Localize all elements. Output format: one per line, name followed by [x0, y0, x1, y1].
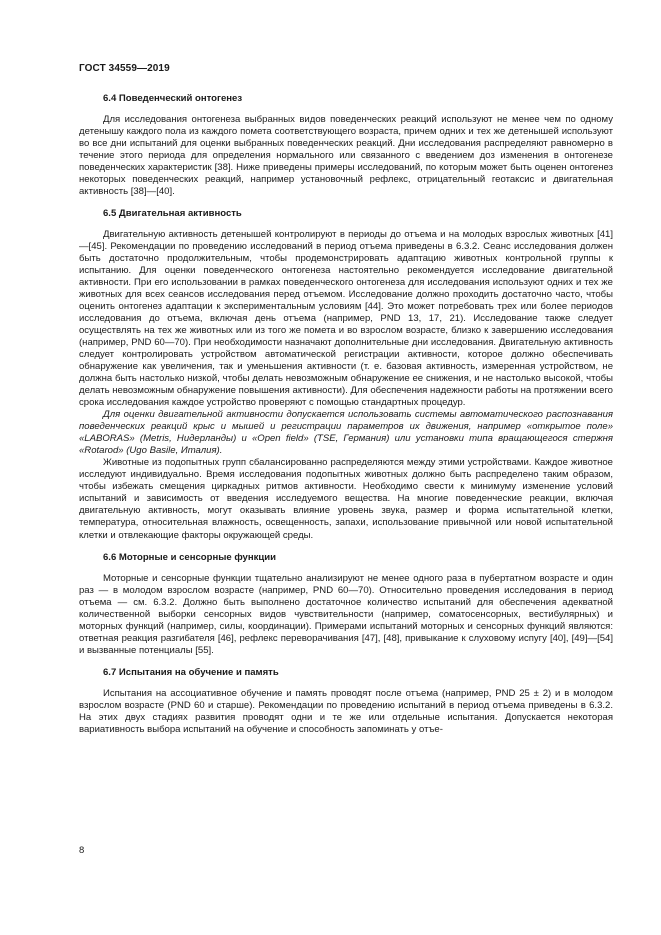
paragraph: Для исследования онтогенеза выбранных видов поведенческих реакций используют не менее чем по одному детенышу каждого пола из каждого помета соответствующего возраста, причем одних и тех же детенышей используют во все дни испытаний для оценки выбранных поведенческих реакций. Дни исследования распределяют равномерно в течение этого периода для определения нормального или связанного с введением доз изменения в онтогенезе поведенческих характеристик [38]. Ниже приведены примеры исследований, по которым может быть оценен онтогенез некоторых поведенческих реакций, например установочный рефлекс, отрицательный геотаксис и двигательная активность [38]—[40]. — [79, 114, 613, 198]
paragraph: Моторные и сенсорные функции тщательно анализируют не менее одного раза в пубертатном возрасте и один раз — в молодом взрослом возрасте (например, PND 60—70). Относительно проведения исследования в период отъема — см. 6.3.2. Должно быть выполнено достаточное количество испытаний для обеспечения адекватной количественной выборки сенсорных видов чувствительности (например, соматосенсорных, вестибулярных) и моторных функций (например, силы, координации). Примерами испытаний моторных и сенсорных функций являются: ответная реакция разгибателя [46], рефлекс переворачивания [47], [48], привыкание к слуховому испугу [40], [49]—[54] и вызванные потенциалы [55]. — [79, 572, 613, 656]
paragraph: Двигательную активность детенышей контролируют в периоды до отъема и на молодых взрослых животных [41]—[45]. Рекомендации по проведению исследований в период отъема приведены в 6.3.2. Сеанс исследования должен быть достаточно продолжительным, чтобы продемонстрировать адаптацию животных контрольной группы к испытанию. Для оценки поведенческого онтогенеза настоятельно рекомендуется исследование двигательной активности. При его использовании в рамках поведенческого онтогенеза для исследования используют одних и тех же животных для всех сеансов исследования перед отъемом. Исследование должно проходить достаточно часто, чтобы оценить онтогенез адаптации к экспериментальным условиям [44]. Это может потребовать трех или более периодов исследования до отъема, включая день отъема (например, PND 13, 17, 21). Исследование также следует осуществлять на тех же животных или из того же помета и во взрослом возрасте, близко к завершению исследования (например, PND 60—70). При необходимости назначают дополнительные дни исследования. Двигательную активность следует контролировать устройством автоматической регистрации активности, которое должно обеспечивать обнаружение как увеличения, так и уменьшения активности (т. е. базовая активность, измеренная устройством, не должна быть настолько низкой, чтобы делать невозможным обнаружение ее снижения, и не настолько высокой, чтобы делать невозможным обнаружение повышения активности). Для обеспечения надежности работы на протяжении всего срока исследования каждое устройство проверяют с помощью стандартных процедур. — [79, 229, 613, 409]
page-number: 8 — [79, 845, 85, 856]
section-title: 6.6 Моторные и сенсорные функции — [103, 551, 277, 563]
section-title: 6.5 Двигательная активность — [103, 208, 242, 220]
section-6-4 — [79, 93, 613, 198]
paragraph: Испытания на ассоциативное обучение и память проводят после отъема (например, PND 25 ± 2) и в молодом взрослом возрасте (PND 60 и старше). Рекомендации по проведению испытаний в период отъема приведены в 6.3.2. На этих двух стадиях развития проводят одни и те же или отдельные испытания. Допускается некоторая вариативность выбора испытаний на обучение и способность запоминать у отъе- — [79, 687, 613, 735]
section-6-7 — [79, 667, 613, 736]
paragraph: Животные из подопытных групп сбалансированно распределяются между этими устройствами. Каждое животное исследуют индивидуально. Время исследования подопытных животных должно быть распределено таким образом, чтобы избежать смещения циркадных ритмов активности. Необходимо свести к минимуму изменение условий испытаний и зависимость от введения исследуемого вещества. На многие поведенческие реакции, включая двигательную активность, могут оказывать влияние уровень звука, размер и форма испытательной клетки, температура, относительная влажность, освещенность, запахи, использование привычной или новой испытательной клетки и отвлекающие факторы окружающей среды. — [79, 457, 613, 541]
section-6-5 — [79, 208, 613, 541]
section-6-6 — [79, 552, 613, 657]
section-title: 6.7 Испытания на обучение и память — [103, 666, 279, 678]
standard-header: ГОСТ 34559—2019 — [79, 63, 170, 74]
document-body — [79, 93, 613, 746]
paragraph-italic-note: Для оценки двигательной активности допускается использовать системы автоматического распознавания поведенческих реакций крыс и мышей и регистрации параметров их движения, например «открытое поле» «LABORAS» (Metris, Нидерланды) и «Open field» (TSE, Германия) или установки типа вращающегося стержня «Rotarod» (Ugo Basile, Италия). — [79, 409, 613, 457]
section-title: 6.4 Поведенческий онтогенез — [103, 93, 243, 104]
